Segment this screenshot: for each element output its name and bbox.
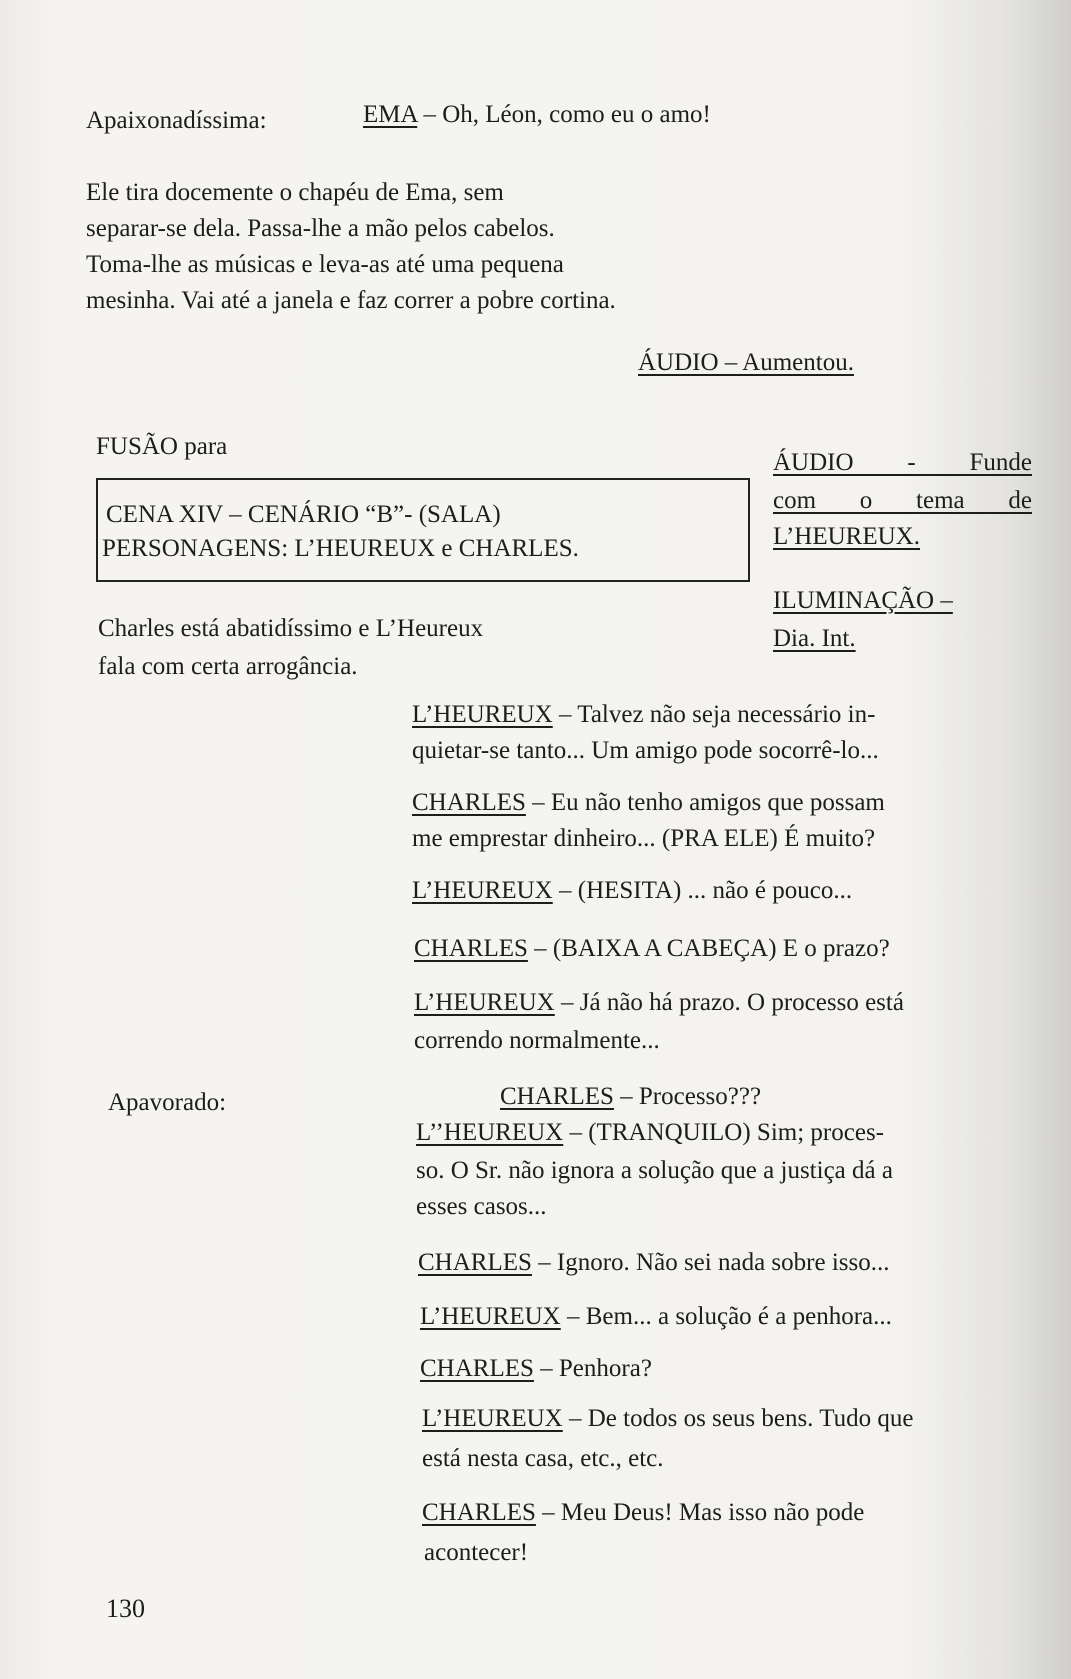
stage-direction-line: mesinha. Vai até a janela e faz correr a pobre cortina.	[86, 287, 616, 314]
dialogue-text: – Talvez não seja necessário in-	[552, 701, 876, 728]
dialogue-ema	[363, 96, 711, 133]
audio-cue-line: L’HEUREUX.	[773, 523, 920, 550]
dialogue-line	[414, 930, 890, 967]
speaker-name: L’’HEUREUX	[416, 1119, 564, 1146]
speaker-name: L’HEUREUX	[412, 701, 553, 728]
audio-cue: ÁUDIO – Aumentou.	[638, 349, 854, 376]
speaker-name: CHARLES	[414, 935, 528, 962]
speaker-name: L’HEUREUX	[414, 989, 555, 1016]
dialogue-line	[422, 1400, 913, 1437]
dialogue-text: – Eu não tenho amigos que possam	[525, 789, 885, 816]
scene-characters-line: PERSONAGENS: L’HEUREUX e CHARLES.	[102, 535, 579, 562]
dialogue-continuation: so. O Sr. não ignora a solução que a justiça dá a	[416, 1157, 893, 1184]
dialogue-line	[420, 1298, 892, 1335]
dialogue-text: – (HESITA) ... não é pouco...	[552, 877, 853, 904]
dialogue-line	[500, 1078, 761, 1115]
audio-cue-line: ÁUDIO - Funde	[773, 449, 1032, 476]
dialogue-text: – Ignoro. Não sei nada sobre isso...	[531, 1249, 890, 1276]
speaker-name: EMA	[363, 101, 418, 128]
dialogue-continuation: acontecer!	[424, 1539, 529, 1566]
dialogue-continuation: está nesta casa, etc., etc.	[422, 1445, 664, 1472]
speaker-name: CHARLES	[420, 1355, 534, 1382]
dialogue-line	[422, 1494, 864, 1531]
dialogue-text: – Já não há prazo. O processo está	[554, 989, 904, 1016]
dialogue-text: – (TRANQUILO) Sim; proces-	[563, 1119, 884, 1146]
stage-direction-line: Charles está abatidíssimo e L’Heureux	[98, 615, 484, 642]
stage-direction-line: separar-se dela. Passa-lhe a mão pelos cabelos.	[86, 215, 555, 242]
stage-direction-line: Ele tira docemente o chapéu de Ema, sem	[86, 179, 504, 206]
stage-note-apaixonadissima: Apaixonadíssima:	[86, 107, 267, 134]
dialogue-line	[414, 984, 904, 1021]
speaker-name: CHARLES	[422, 1499, 536, 1526]
dialogue-continuation: correndo normalmente...	[414, 1027, 660, 1054]
dialogue-continuation: esses casos...	[416, 1193, 547, 1220]
stage-direction-line: fala com certa arrogância.	[98, 653, 358, 680]
dialogue-line	[412, 696, 875, 733]
dialogue-line	[412, 784, 885, 821]
transition-label: FUSÃO para	[96, 433, 228, 460]
dialogue-text: – Bem... a solução é a penhora...	[560, 1303, 892, 1330]
scene-header-line: CENA XIV – CENÁRIO “B”- (SALA)	[106, 501, 501, 528]
dialogue-continuation: quietar-se tanto... Um amigo pode socorrê-lo...	[412, 737, 879, 764]
dialogue-continuation: me emprestar dinheiro... (PRA ELE) É muito?	[412, 825, 876, 852]
speaker-name: L’HEUREUX	[422, 1405, 563, 1432]
speaker-name: L’HEUREUX	[420, 1303, 561, 1330]
lighting-cue-line: ILUMINAÇÃO –	[773, 587, 953, 614]
speaker-name: L’HEUREUX	[412, 877, 553, 904]
page-number: 130	[106, 1594, 145, 1623]
dialogue-text: – Processo???	[613, 1083, 762, 1110]
dialogue-text: – De todos os seus bens. Tudo que	[562, 1405, 914, 1432]
stage-direction-line: Toma-lhe as músicas e leva-as até uma pequena	[86, 251, 564, 278]
stage-note-apavorado: Apavorado:	[108, 1089, 227, 1116]
scene-header-box	[96, 478, 750, 582]
dialogue-text: – Penhora?	[533, 1355, 652, 1382]
speaker-name: CHARLES	[412, 789, 526, 816]
speaker-name: CHARLES	[500, 1083, 614, 1110]
lighting-cue-line: Dia. Int.	[773, 625, 856, 652]
speaker-name: CHARLES	[418, 1249, 532, 1276]
dialogue-text: – Meu Deus! Mas isso não pode	[535, 1499, 865, 1526]
dialogue-line	[412, 872, 852, 909]
audio-cue-line: com o tema de	[773, 487, 1032, 514]
dialogue-line	[418, 1244, 889, 1281]
dialogue-text: – (BAIXA A CABEÇA) E o prazo?	[527, 935, 890, 962]
dialogue-text: – Oh, Léon, como eu o amo!	[417, 101, 711, 128]
dialogue-line	[420, 1350, 652, 1387]
dialogue-line	[416, 1114, 884, 1151]
